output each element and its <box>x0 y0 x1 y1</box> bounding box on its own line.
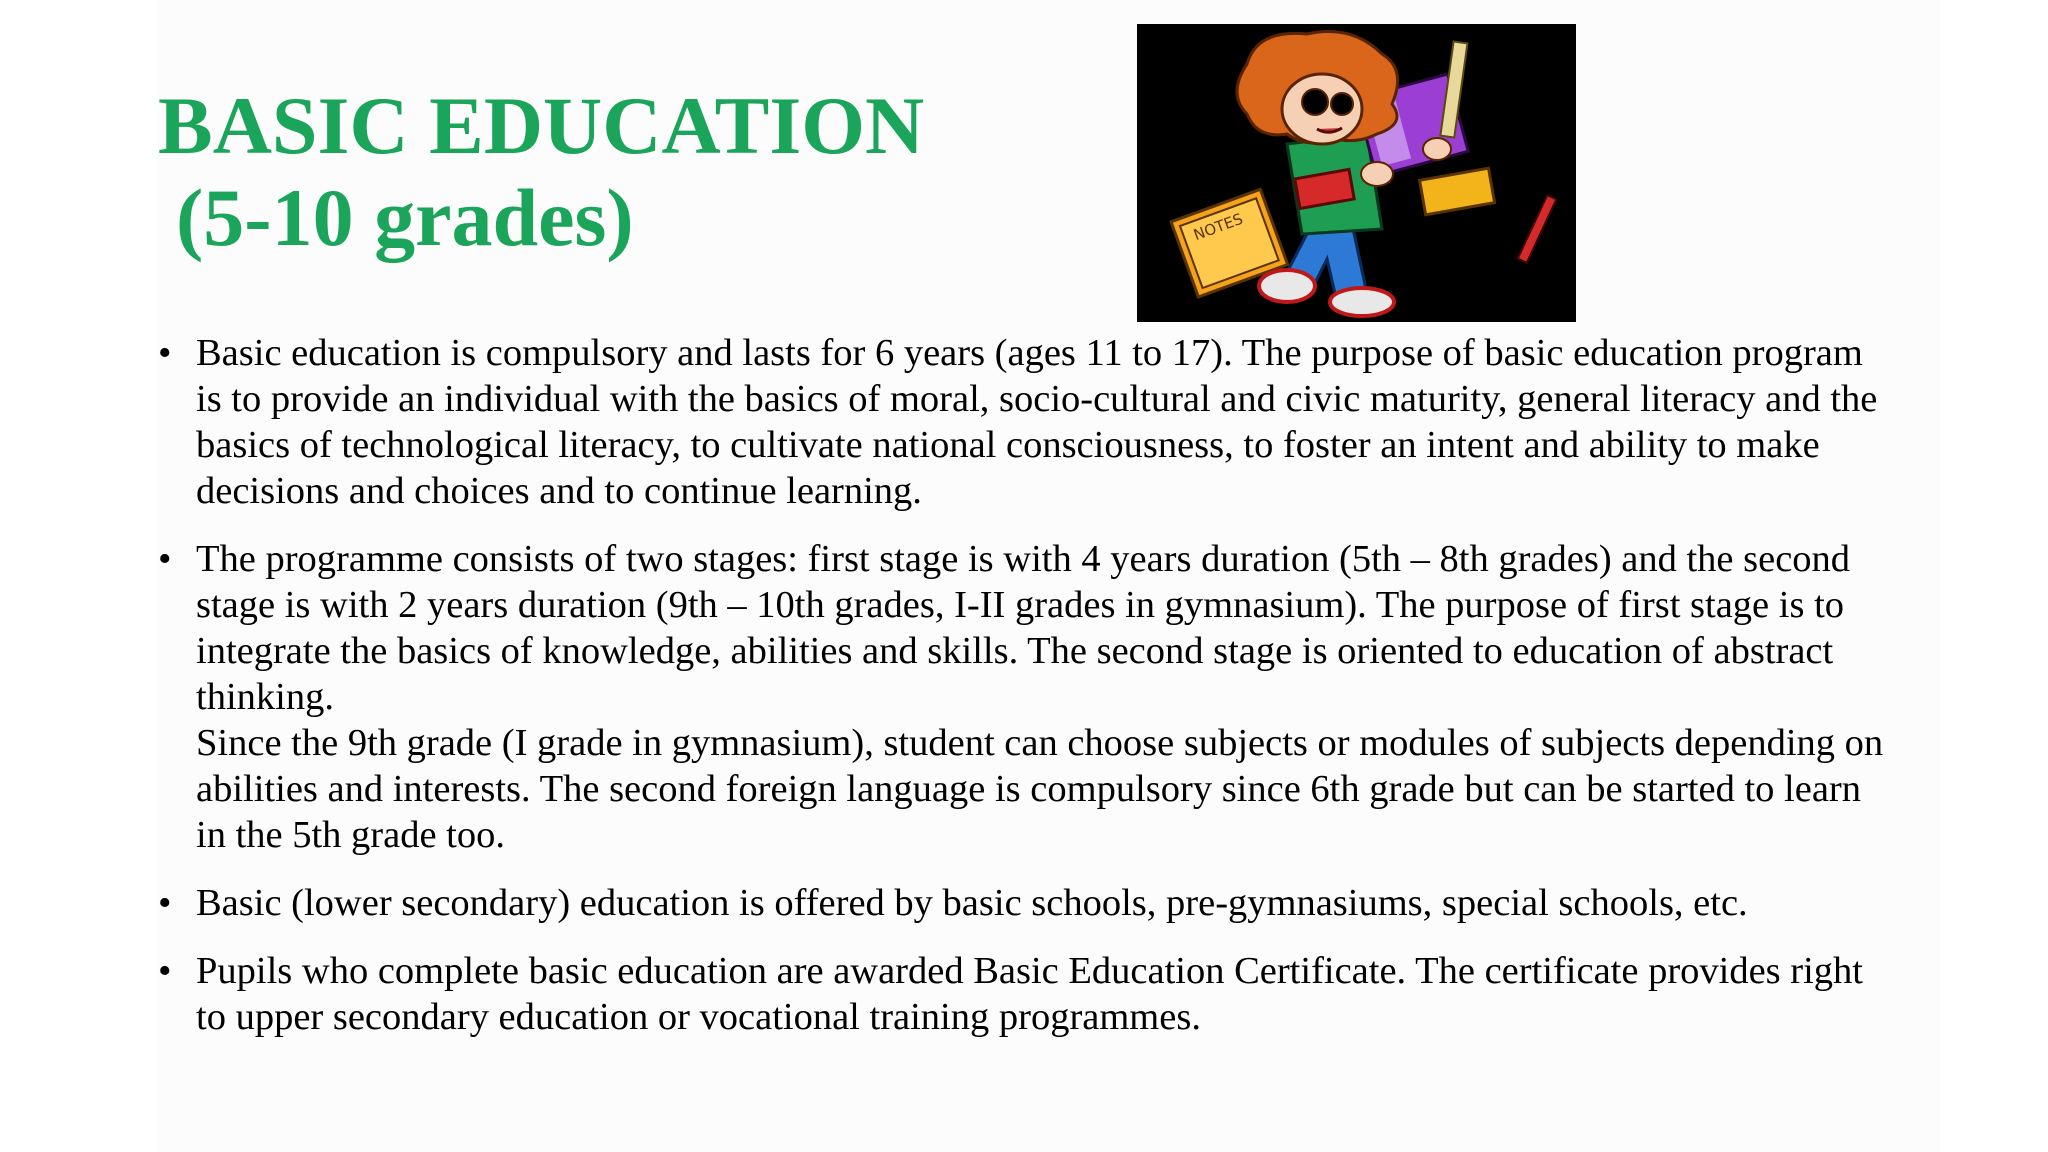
bullet-paragraph: Basic education is compulsory and lasts for 6 years (ages 11 to 17). The purpose of basic education program is to provide an individual with the basics of moral, socio-cultural and civic maturity, general literacy and the basics of technological literacy, to cultivate national consciousness, to foster an intent and ability to make decisions and choices and to continue learning. <box>196 332 1878 512</box>
bullet-marker: • <box>158 332 172 374</box>
bullet-paragraph: The programme consists of two stages: first stage is with 4 years duration (5th – 8th grades) and the second stage is with 2 years duration (9th – 10th grades, I-II grades in gymnasium). The purpose of first stage is to integrate the basics of knowledge, abilities and skills. The second stage is oriented to education of abstract thinking. <box>196 538 1851 718</box>
title-line-2: (5-10 grades) <box>176 172 634 263</box>
bullet-paragraph: Basic (lower secondary) education is offered by basic schools, pre-gymnasiums, special schools, etc. <box>196 882 1748 924</box>
title-line-1: BASIC EDUCATION <box>158 80 925 171</box>
bullet-item <box>158 536 1898 858</box>
bullet-marker: • <box>158 950 172 992</box>
bullet-list <box>158 330 1898 1062</box>
bullet-item <box>158 948 1898 1040</box>
bullet-paragraph: Pupils who complete basic education are awarded Basic Education Certificate. The certificate provides right to upper secondary education or vocational training programmes. <box>196 950 1864 1038</box>
bullet-paragraph: Since the 9th grade (I grade in gymnasium), student can choose subjects or modules of subjects depending on abilities and interests. The second foreign language is compulsory since 6th grade but can be started to learn in the 5th grade too. <box>196 722 1884 856</box>
cartoon-student-carrying-books-icon <box>1137 24 1576 322</box>
bullet-item <box>158 880 1898 926</box>
bullet-marker: • <box>158 882 172 924</box>
bullet-item <box>158 330 1898 514</box>
notes-label: NOTES <box>1191 209 1246 245</box>
slide-title <box>158 80 924 264</box>
bullet-marker: • <box>158 538 172 580</box>
